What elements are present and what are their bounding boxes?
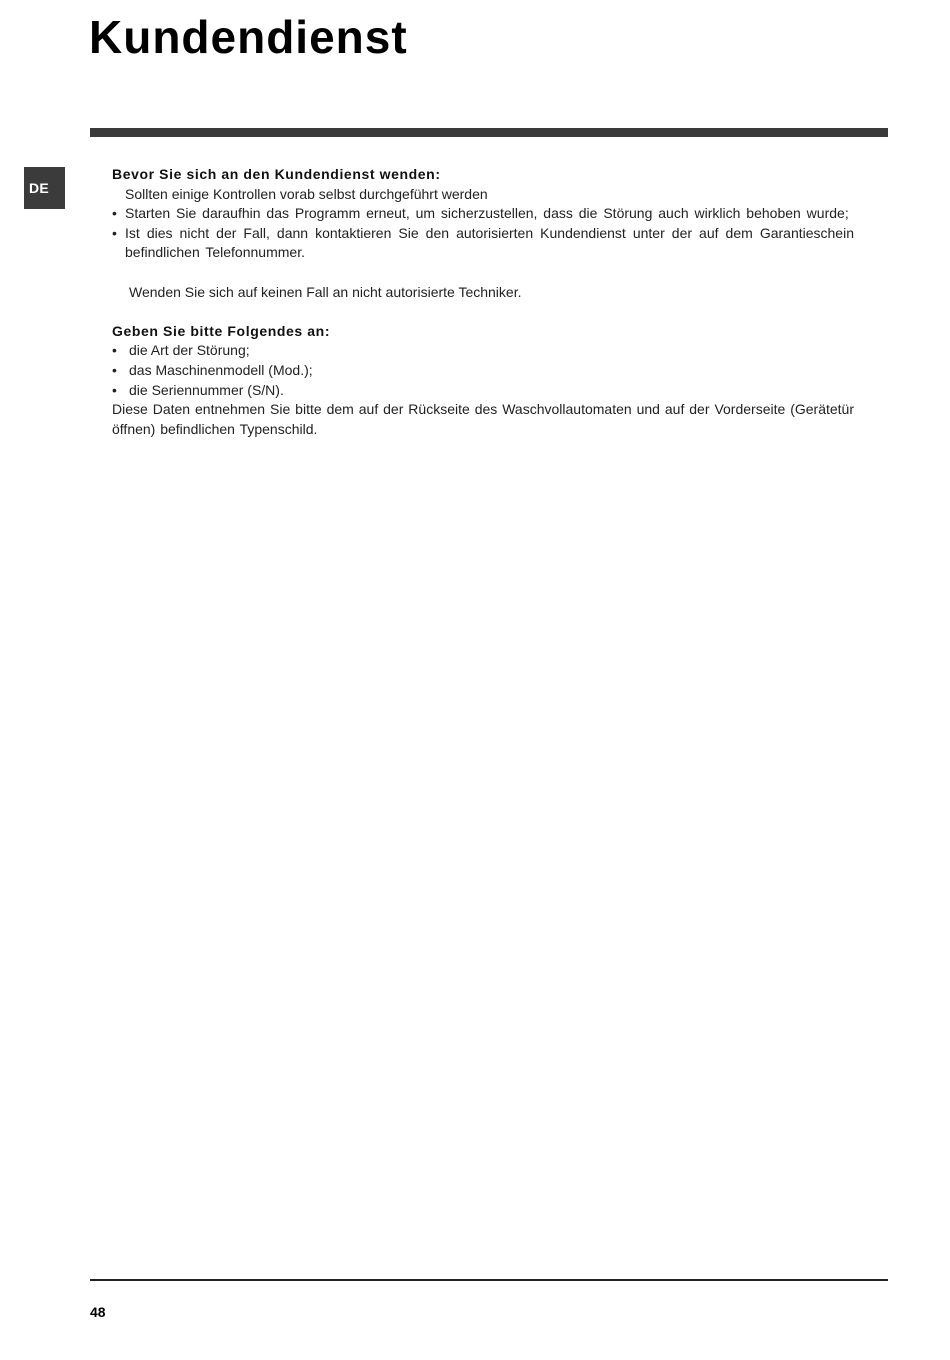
title-divider xyxy=(90,128,888,137)
footer-divider xyxy=(90,1279,888,1281)
bullet-icon: • xyxy=(112,224,117,241)
page-number: 48 xyxy=(90,1304,106,1320)
section-outro: Diese Daten entnehmen Sie bitte dem auf der Rückseite des Waschvollautomaten und auf der Vorderseite (Gerätetür öffnen) befindlichen Typenschild. xyxy=(112,401,854,437)
list-item xyxy=(112,204,854,224)
section-heading-provide-info: Geben Sie bitte Folgendes an: xyxy=(112,322,331,339)
list-item-text: die Seriennummer (S/N). xyxy=(129,381,284,398)
page-title: Kundendienst xyxy=(89,11,408,63)
bullet-icon: • xyxy=(112,361,117,378)
section-heading-before-contact: Bevor Sie sich an den Kundendienst wenden: xyxy=(112,166,441,182)
list-item xyxy=(112,381,854,401)
list-item-text: das Maschinenmodell (Mod.); xyxy=(129,361,313,378)
list-item-text: Ist dies nicht der Fall, dann kontaktieren Sie den autorisierten Kundendienst unter der auf dem Garantieschein befindlichen Telefonnummer. xyxy=(125,224,854,261)
list-item xyxy=(112,224,854,263)
list-item xyxy=(112,341,854,361)
main-content xyxy=(112,165,854,439)
list-item-text: die Art der Störung; xyxy=(129,342,250,359)
bullet-icon: • xyxy=(112,381,117,398)
section-intro: Sollten einige Kontrollen vorab selbst durchgeführt werden xyxy=(125,185,488,202)
list-item-text: Starten Sie daraufhin das Programm erneut, um sicherzustellen, dass die Störung auch wirklich behoben wurde; xyxy=(125,205,849,222)
language-tab: DE xyxy=(24,167,65,209)
list-item xyxy=(112,361,854,381)
bullet-icon: • xyxy=(112,205,117,222)
warning-note: Wenden Sie sich auf keinen Fall an nicht autorisierte Techniker. xyxy=(129,283,522,300)
bullet-icon: • xyxy=(112,342,117,359)
